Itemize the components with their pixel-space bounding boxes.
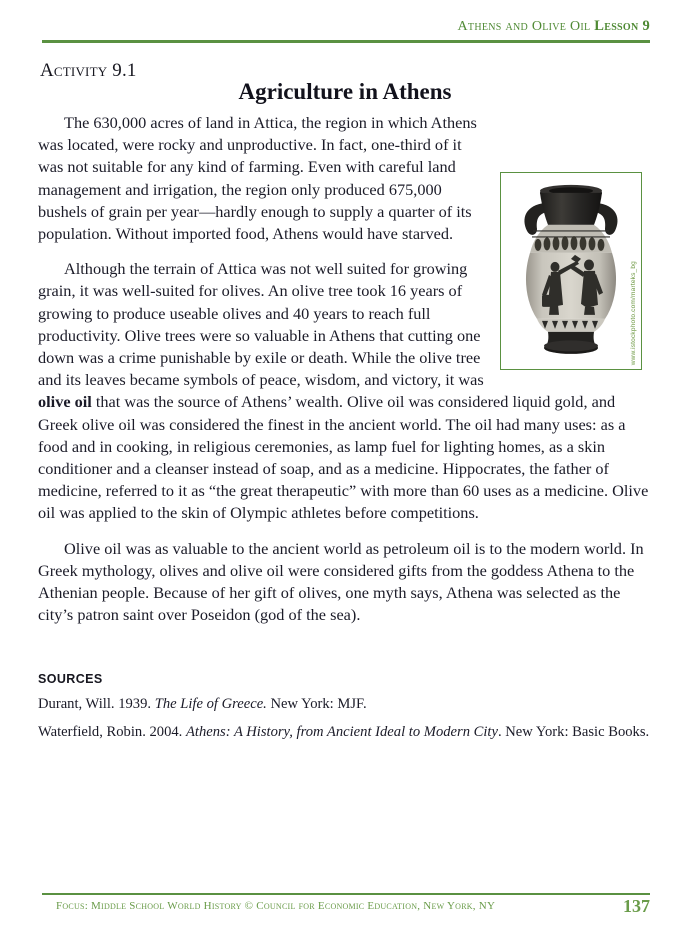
activity-label: Activity 9.1 bbox=[40, 60, 137, 81]
source-pre: Waterfield, Robin. 2004. bbox=[38, 723, 186, 740]
paragraph-2-bold-term: olive oil bbox=[38, 392, 92, 412]
sources-heading: SOURCES bbox=[38, 672, 103, 686]
source-post: . New York: Basic Books. bbox=[497, 723, 650, 740]
body-paragraph-1: The 630,000 acres of land in Attica, the region in which Athens was located, were rocky and unproductive. In fact, one-third of it was not suitable for any kind of farming. Even with careful land management and irrigation, the region only produced 675,000 bushels of grain per year—hardly enough to supply a quarter of its population. Without imported food, Athens would have starved. bbox=[38, 113, 477, 244]
vase-illustration bbox=[515, 179, 627, 363]
amphora-svg bbox=[515, 179, 627, 357]
figure-frame bbox=[500, 172, 642, 370]
sources-section bbox=[38, 672, 652, 750]
source-entry bbox=[38, 723, 652, 743]
footer-rule bbox=[42, 893, 650, 895]
footer-attribution: Focus: Middle School World History © Council for Economic Education, New York, NY bbox=[56, 900, 496, 912]
running-head-lesson: Lesson 9 bbox=[594, 18, 650, 34]
source-title: The Life of Greece. bbox=[154, 696, 267, 712]
body-text bbox=[38, 112, 652, 626]
page-title: Agriculture in Athens bbox=[238, 79, 452, 104]
running-head-title: Athens and Olive Oil bbox=[457, 19, 595, 34]
source-pre: Durant, Will. 1939. bbox=[38, 696, 155, 712]
paragraph-2-text-a: Although the terrain of Attica was not well suited for growing grain, it was well-suited for olives. An olive tree took 16 years of growing to produce useable olives and 40 years to reach full productivity. Olive trees were so valuable in Athens that cutting one down was a crime punishable by exile or death. While the olive tree and its leaves became symbols of peace, wisdom, and victory, it was bbox=[38, 259, 484, 390]
header-rule bbox=[42, 40, 650, 43]
page-number: 137 bbox=[623, 896, 650, 916]
page-footer bbox=[42, 898, 650, 920]
source-entry bbox=[38, 695, 652, 715]
source-title: Athens: A History, from Ancient Ideal to Modern City bbox=[185, 723, 498, 740]
running-head bbox=[42, 18, 650, 35]
source-post: New York: MJF. bbox=[266, 696, 367, 712]
paragraph-2-text-b: that was the source of Athens’ wealth. Olive oil was considered liquid gold, and Greek olive oil was considered the finest in the ancient world. The oil had many uses: as a food and in cooking, in religious ceremonies, as lamp fuel for lighting homes, as a skin conditioner and a cleanser instead of soap, and as a medicine. Hippocrates, the father of medicine, referred to it as “the great therapeutic” with more than 60 uses as a medicine. Olive oil was applied to the skin of Olympic athletes before competitions. bbox=[38, 392, 649, 523]
figure-credit: www.istockphoto.com/marteks_bg bbox=[629, 260, 637, 365]
figure-amphora bbox=[500, 172, 652, 370]
body-paragraph-3: Olive oil was as valuable to the ancient world as petroleum oil is to the modern world. In Greek mythology, olives and olive oil were considered gifts from the goddess Athena to the Athenian people. Because of her gift of olives, one myth says, Athena was selected as the city’s patron saint over Poseidon (god of the sea). bbox=[38, 538, 644, 625]
